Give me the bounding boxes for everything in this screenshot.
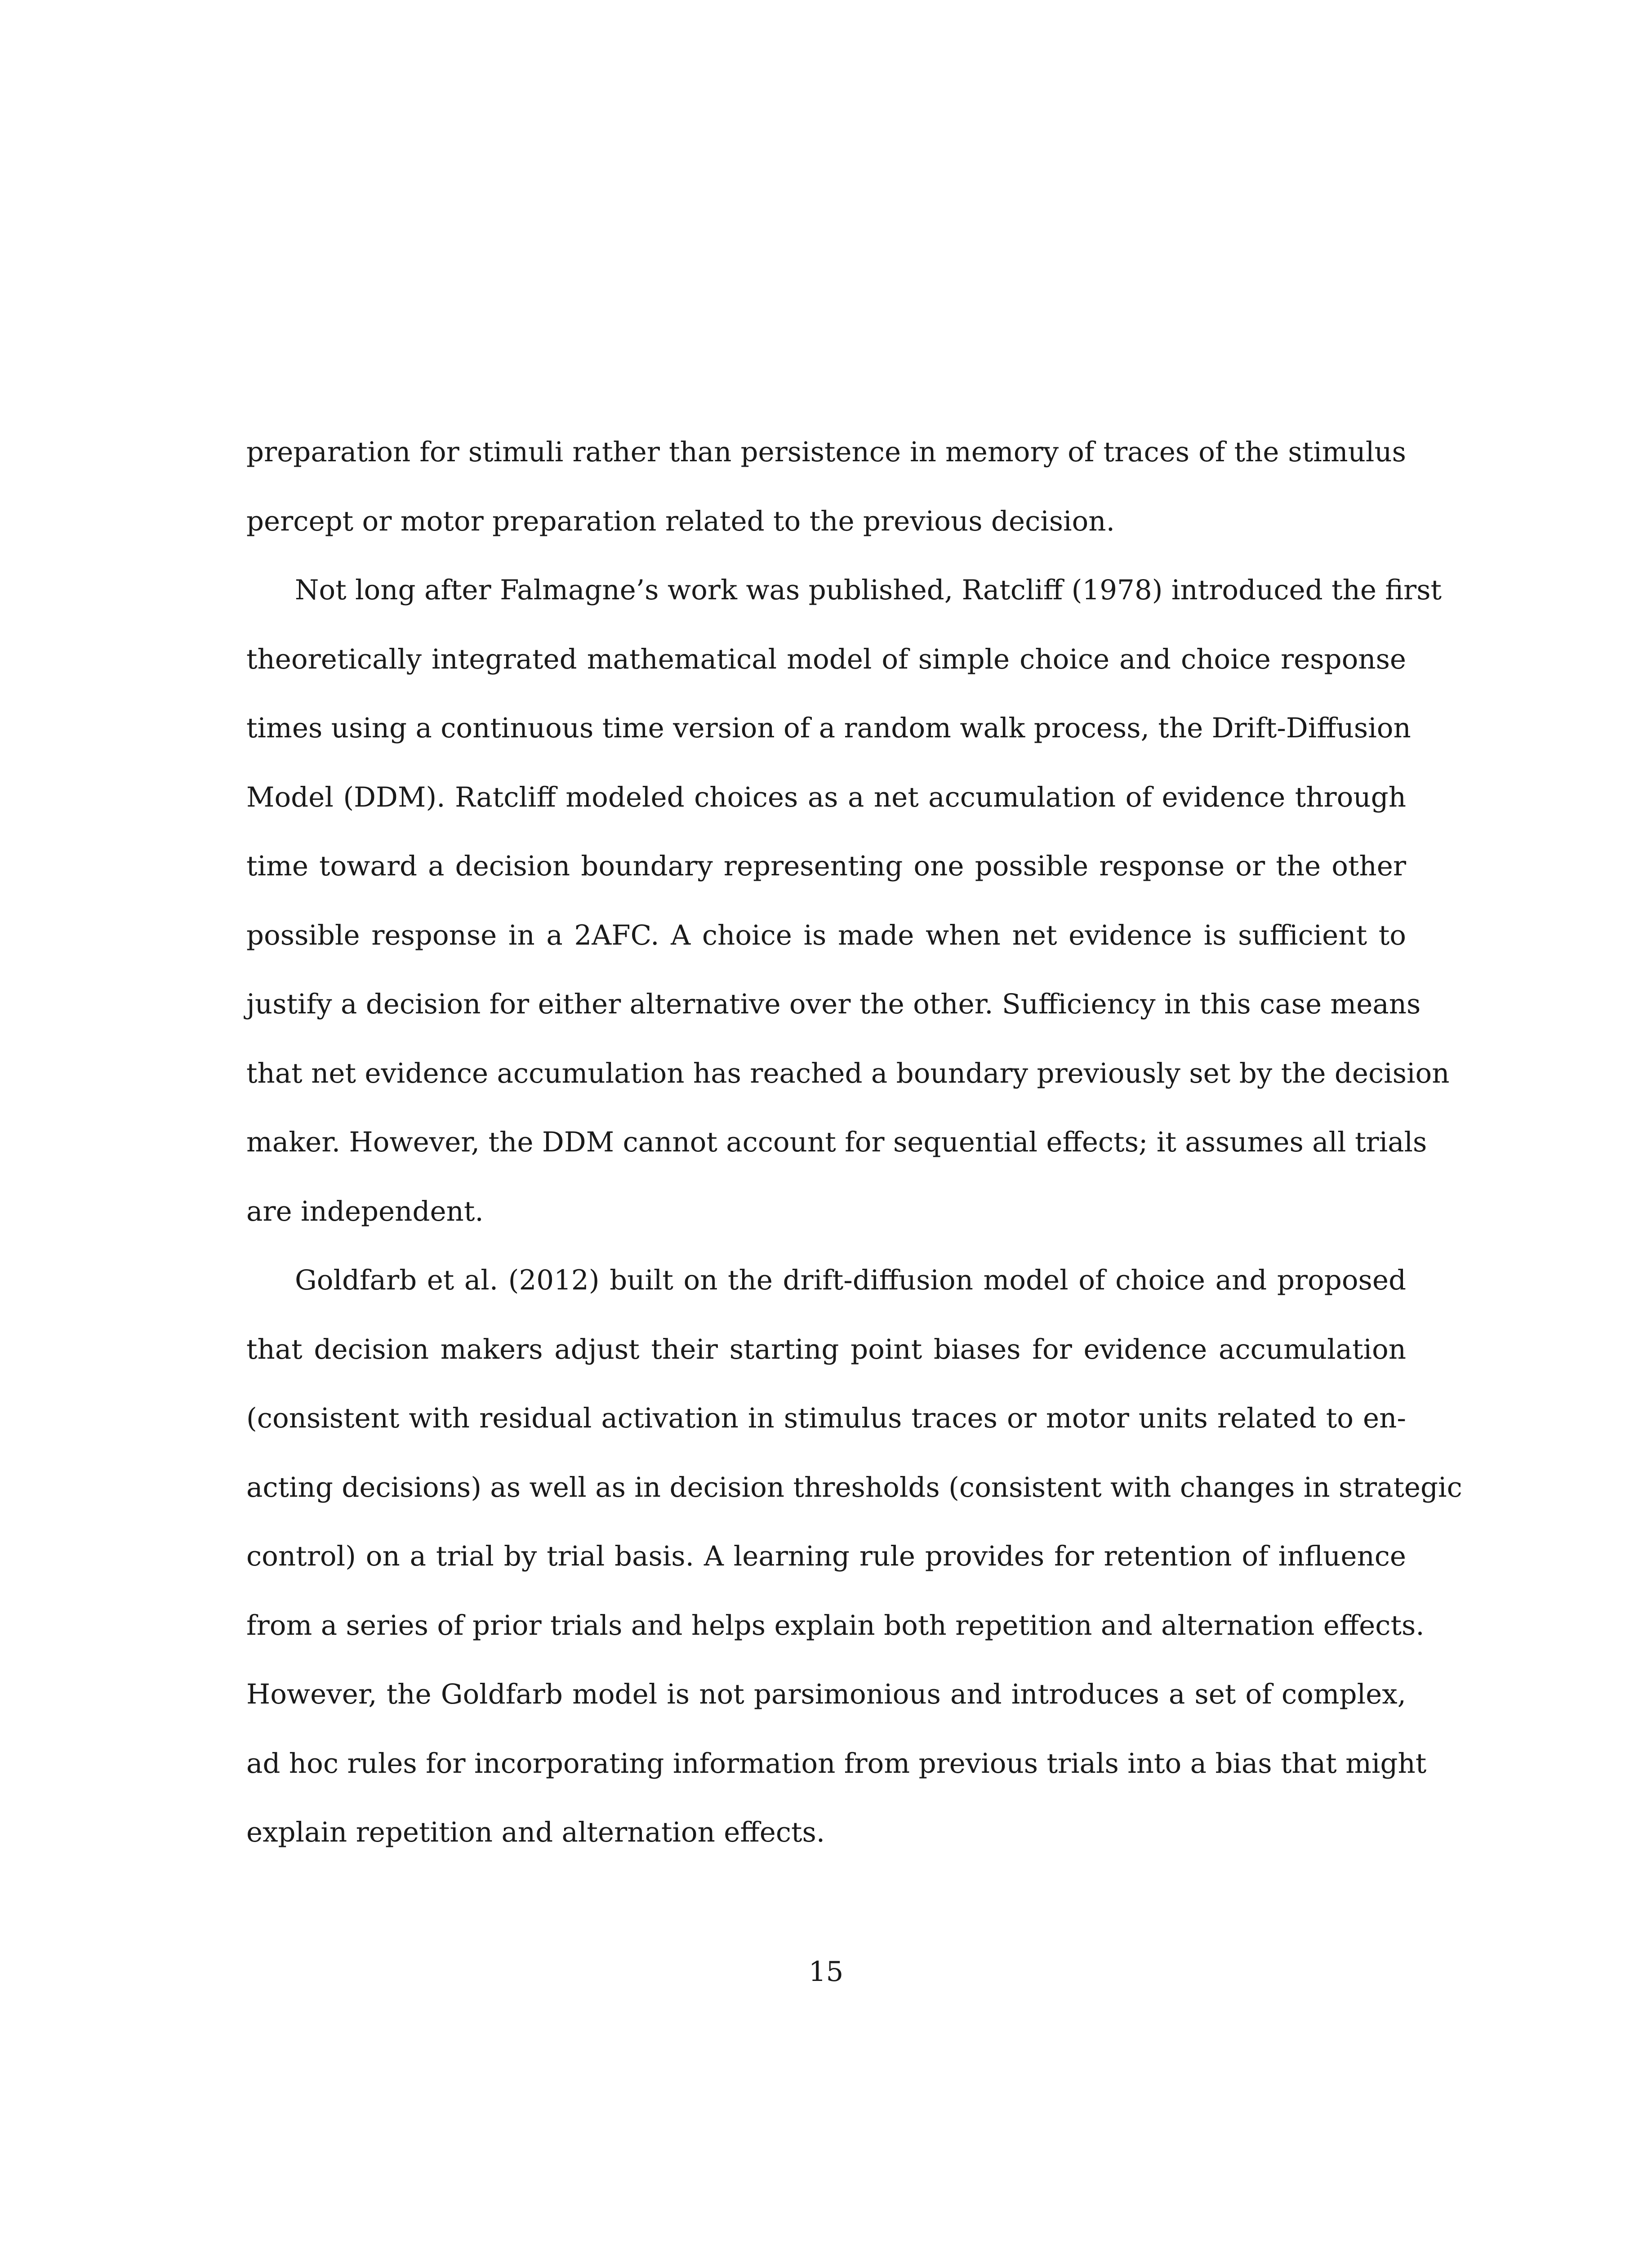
text-line-content: preparation for stimuli rather than persistence in memory of traces of the stimulus: [246, 436, 1406, 468]
text-line: [246, 494, 1406, 563]
text-line-content: acting decisions) as well as in decision thresholds (consistent with changes in strategic: [246, 1471, 1462, 1503]
text-line: [246, 1805, 1406, 1874]
text-line-content: possible response in a 2AFC. A choice is made when net evidence is sufficient to: [246, 919, 1406, 951]
text-line-content: explain repetition and alternation effects.: [246, 1816, 825, 1848]
text-line: [246, 1322, 1406, 1392]
text-line: [246, 1184, 1406, 1253]
paragraph-continued: [246, 425, 1406, 563]
paragraph-goldfarb: [246, 1253, 1462, 1874]
text-line-content: ad hoc rules for incorporating information from previous trials into a bias that might: [246, 1747, 1427, 1780]
text-line: [246, 563, 1442, 632]
text-line-content: that decision makers adjust their starting point biases for evidence accumulation: [246, 1333, 1406, 1365]
text-line-content: from a series of prior trials and helps explain both repetition and alternation effects.: [246, 1609, 1425, 1641]
text-line: [246, 977, 1421, 1046]
text-line-content: percept or motor preparation related to the previous decision.: [246, 505, 1115, 537]
text-line-content: theoretically integrated mathematical model of simple choice and choice response: [246, 643, 1406, 675]
text-line: [246, 1736, 1427, 1806]
text-line-content: maker. However, the DDM cannot account for sequential effects; it assumes all trials: [246, 1126, 1427, 1158]
text-line: [246, 770, 1406, 839]
text-line-content: However, the Goldfarb model is not parsimonious and introduces a set of complex,: [246, 1678, 1406, 1710]
text-line: [246, 908, 1406, 977]
text-line-content: times using a continuous time version of a random walk process, the Drift-Diffusion: [246, 712, 1411, 744]
text-line-content: time toward a decision boundary representing one possible response or the other: [246, 850, 1406, 882]
text-line-content: control) on a trial by trial basis. A learning rule provides for retention of influence: [246, 1540, 1406, 1572]
text-line: [246, 701, 1411, 770]
text-line-content: (consistent with residual activation in stimulus traces or motor units related to en-: [246, 1402, 1406, 1434]
text-line: [246, 1046, 1450, 1115]
text-line-content: Goldfarb et al. (2012) built on the drift-diffusion model of choice and proposed: [295, 1264, 1406, 1296]
text-line: [246, 1598, 1425, 1668]
text-line: [246, 1460, 1462, 1530]
text-line-content: Model (DDM). Ratcliff modeled choices as a net accumulation of evidence through: [246, 781, 1406, 813]
text-line-content: justify a decision for either alternative over the other. Sufficiency in this case means: [246, 988, 1421, 1020]
text-line: [246, 1667, 1406, 1736]
text-line-content: that net evidence accumulation has reached a boundary previously set by the decision: [246, 1057, 1450, 1089]
text-line-content: Not long after Falmagne’s work was published, Ratcliff (1978) introduced the first: [295, 574, 1442, 606]
body-text: [246, 425, 1462, 1874]
text-line: [246, 1115, 1427, 1184]
text-line: [246, 425, 1406, 494]
text-line: [246, 839, 1406, 908]
text-line: [246, 1253, 1406, 1322]
text-line: [246, 1391, 1406, 1460]
paragraph-ratcliff: [246, 563, 1450, 1253]
text-line: [246, 632, 1406, 701]
text-line-content: are independent.: [246, 1195, 484, 1227]
text-line: [246, 1529, 1406, 1598]
page-number: 15: [808, 1956, 844, 1988]
